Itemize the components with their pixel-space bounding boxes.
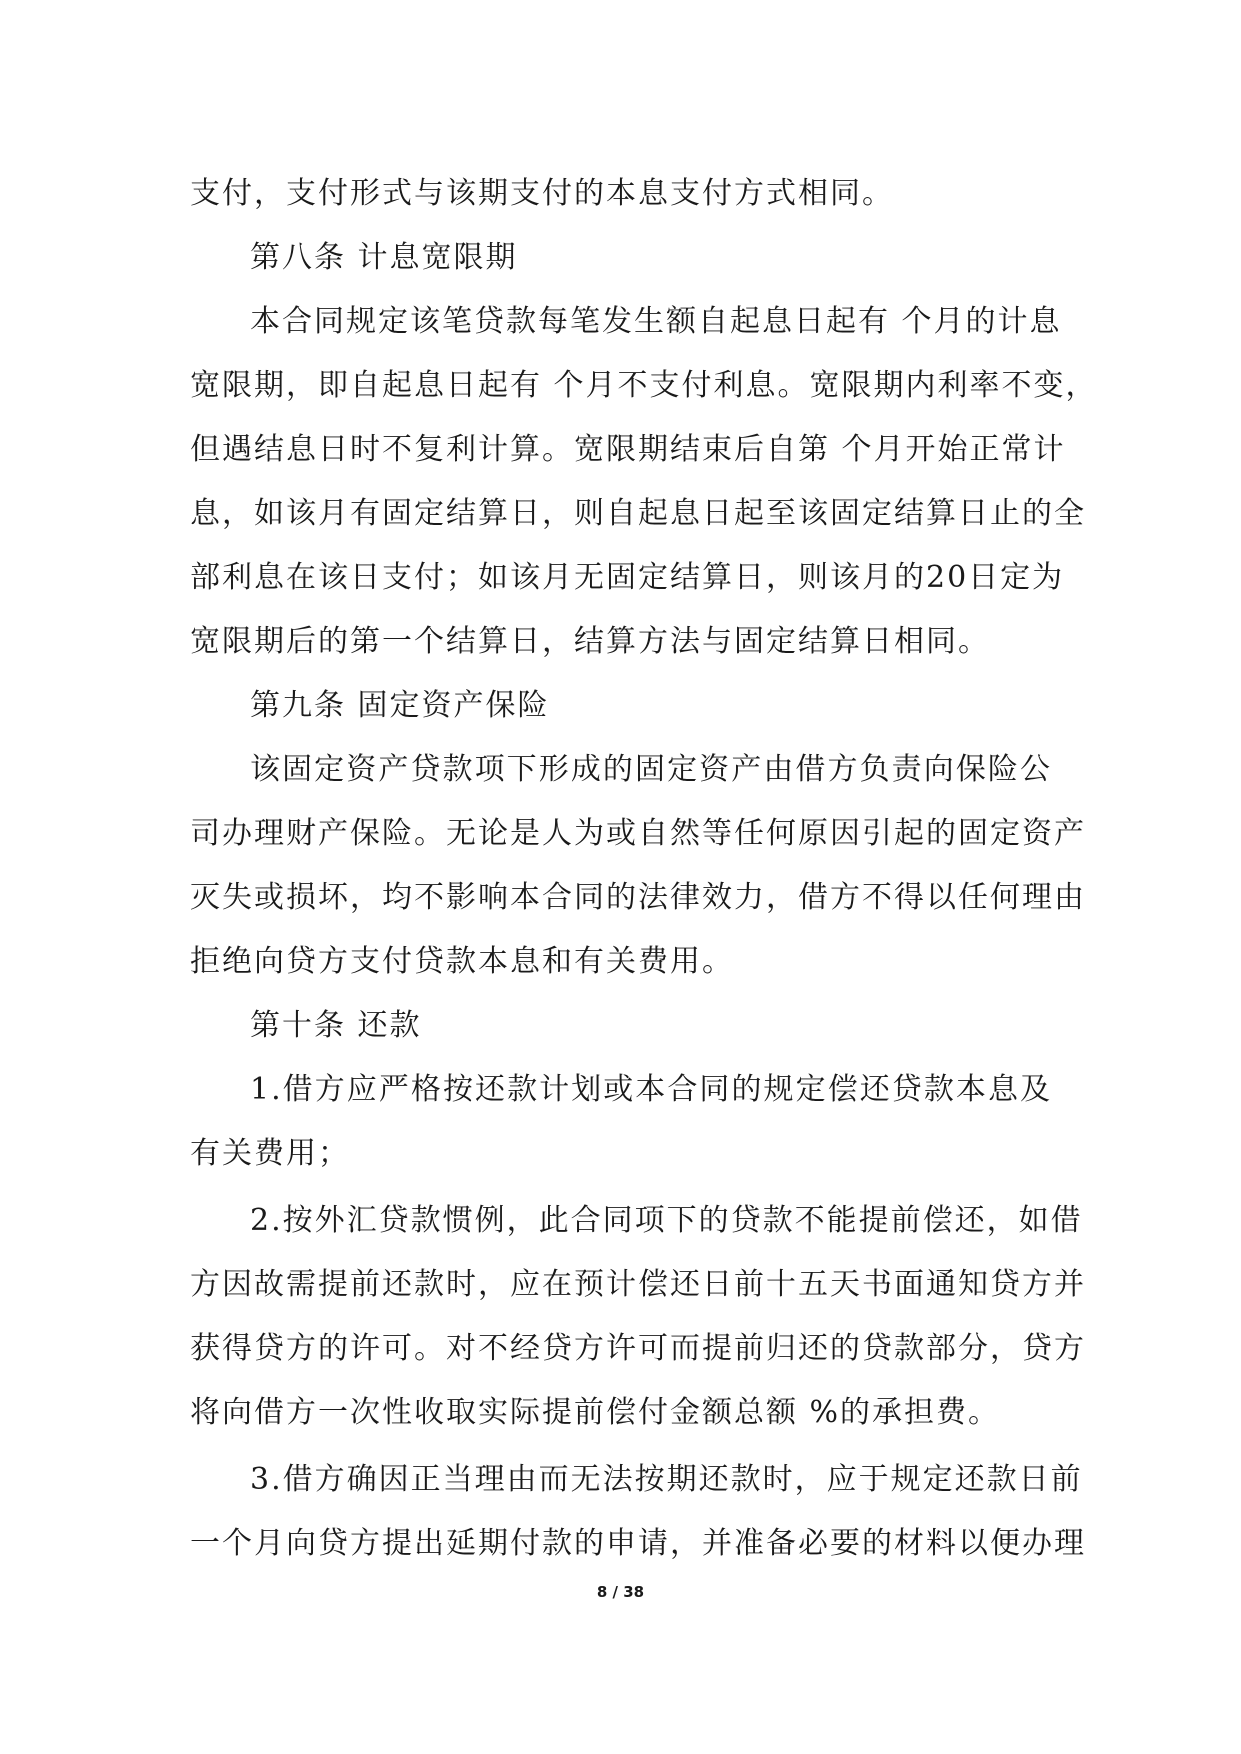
- section-heading-10: 第十条 还款: [250, 1008, 422, 1043]
- text-line: 宽限期，即自起息日起有 个月不支付利息。宽限期内利率不变，: [190, 368, 1098, 403]
- text-line: 支付，支付形式与该期支付的本息支付方式相同。: [190, 176, 894, 211]
- text-line: 有关费用；: [190, 1136, 350, 1171]
- text-line: 宽限期后的第一个结算日，结算方法与固定结算日相同。: [190, 624, 990, 659]
- text-line: 拒绝向贷方支付贷款本息和有关费用。: [190, 944, 734, 979]
- text-line: 灭失或损坏，均不影响本合同的法律效力，借方不得以任何理由: [190, 880, 1086, 915]
- text-line: 本合同规定该笔贷款每笔发生额自起息日起有 个月的计息: [250, 304, 1062, 339]
- text-line: 该固定资产贷款项下形成的固定资产由借方负责向保险公: [250, 752, 1052, 787]
- text-line: 一个月向贷方提出延期付款的申请，并准备必要的材料以便办理: [190, 1526, 1086, 1561]
- text-line: 将向借方一次性收取实际提前偿付金额总额 %的承担费。: [190, 1395, 1001, 1430]
- list-item-1: 1.借方应严格按还款计划或本合同的规定偿还贷款本息及: [250, 1072, 1052, 1107]
- text-line: 获得贷方的许可。对不经贷方许可而提前归还的贷款部分，贷方: [190, 1331, 1086, 1366]
- text-line: 部利息在该日支付；如该月无固定结算日，则该月的20日定为: [190, 560, 1065, 595]
- text-line: 息，如该月有固定结算日，则自起息日起至该固定结算日止的全: [190, 496, 1086, 531]
- section-heading-8: 第八条 计息宽限期: [250, 240, 518, 275]
- list-item-3: 3.借方确因正当理由而无法按期还款时，应于规定还款日前: [250, 1462, 1083, 1497]
- text-line: 方因故需提前还款时，应在预计偿还日前十五天书面通知贷方并: [190, 1267, 1086, 1302]
- section-heading-9: 第九条 固定资产保险: [250, 688, 550, 723]
- page-number: 8 / 38: [596, 1583, 645, 1601]
- list-item-2: 2.按外汇贷款惯例，此合同项下的贷款不能提前偿还，如借: [250, 1203, 1083, 1238]
- text-line: 司办理财产保险。无论是人为或自然等任何原因引起的固定资产: [190, 816, 1086, 851]
- text-line: 但遇结息日时不复利计算。宽限期结束后自第 个月开始正常计: [190, 432, 1066, 467]
- document-body: [190, 162, 1098, 1576]
